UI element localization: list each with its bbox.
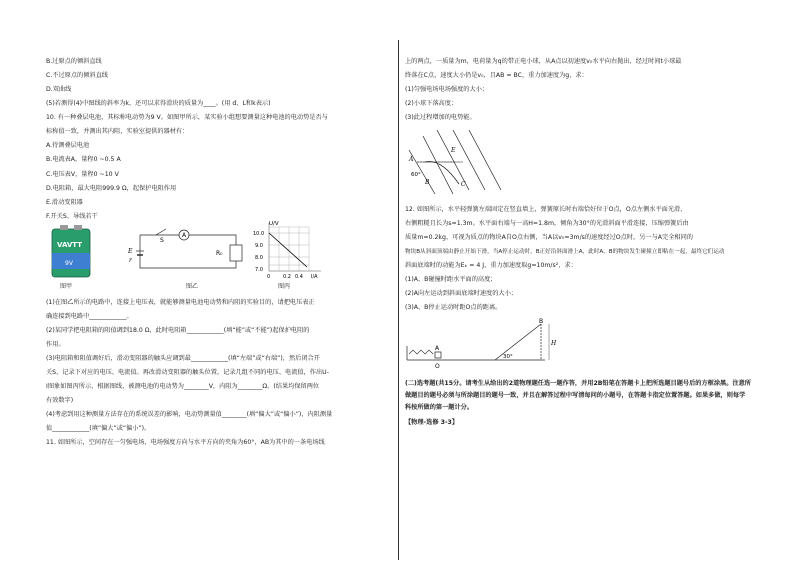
- emf-label: E: [128, 247, 133, 255]
- q12-part1: (1)A、B碰撞时距水平面的高度；: [405, 275, 497, 283]
- xtick-02: 0.2: [283, 273, 291, 280]
- slope-a: A: [435, 345, 440, 353]
- q10-part3-c: I图象如图丙所示，根据图线，被测电池的电动势为________V，内阻为________Ω。(结果均保留两位: [46, 383, 320, 391]
- q10-part1-a: (1)在图乙所示的电路中，连接上电压表，就能够测量电池电动势和内阻的实验目的，请把电压表正: [46, 298, 315, 306]
- field-angle: 60°: [411, 172, 421, 179]
- ammeter-symbol: A: [182, 231, 187, 239]
- switch-label: S: [160, 236, 164, 244]
- equip-a: A.待测叠层电池: [46, 142, 90, 150]
- ytick-8: 8.0: [255, 254, 263, 261]
- ytick-10: 10.0: [253, 230, 265, 237]
- option-d: D.双曲线: [46, 86, 72, 94]
- slope-h: H: [551, 340, 557, 348]
- q12-part2: (2)A向左运动到斜面底端时速度的大小；: [405, 289, 517, 297]
- q12-text-4: 物块B从斜面顶端由静止开始下滑，当A停止运动时，B正好沿斜面滑上A，此时A、B的物块发生碰撞立即粘在一起，最终它们运动: [405, 248, 725, 255]
- point-a: A: [409, 156, 414, 164]
- q11-text-1: 上的两点，一质量为m，电荷量为q的带正电小球，从A点以初速度v₀水平向右抛出，经过时间t小球最: [405, 58, 682, 65]
- option-b: B.过原点的倾斜直线: [46, 58, 102, 65]
- q12-text-5: 斜面底端时的动能为Eₖ = 4 J，重力加速度取g=10m/s²，求：: [405, 261, 577, 269]
- graph-ylabel: U/V: [269, 220, 279, 227]
- ytick-9: 9.0: [255, 242, 263, 249]
- q11-part3: (3)此过程增加的电势能。: [405, 114, 476, 122]
- circuit-figure: [126, 223, 246, 281]
- q10-figures: [46, 220, 392, 293]
- right-column: [405, 58, 751, 433]
- left-column: [46, 58, 392, 453]
- battery-volt: 9V: [65, 259, 73, 267]
- slope-b: B: [539, 318, 544, 326]
- slope-angle: 30°: [503, 354, 513, 361]
- option-c: C.不过原点的倾斜直线: [46, 72, 108, 80]
- q10-part4-a: (4)考虑到用这种测量方法存在的系统误差的影响，电动势测量值________(填“偏大”或“偏小”)，内阻测量: [46, 411, 333, 419]
- fig-jia-label: 图甲: [60, 282, 73, 290]
- q12-part3: (3)A、B停止运动时距O点的距离。: [405, 303, 502, 311]
- elective-subsection: 【物理-选修 3-3】: [405, 419, 459, 427]
- q10-part3-d: 有效数字): [46, 397, 74, 405]
- q11-part1: (1)匀强电场电场强度的大小；: [405, 86, 489, 94]
- q10-part3-a: (3)电阻箱和阻值调好后，滑动变阻器的触头应调到最____________(填“左端”或“右端”)，然后闭合开: [46, 355, 320, 362]
- elective-section: (二)选考题(共15分。请考生从给出的2道物理题任选一题作答，并用2B铅笔在答题卡上把所选题目题号后的方框涂黑。注意所做题目的题号必须与所涂题目的题号一致，并且在解答过程中写清每问的小题号，在答题卡指定位置答题。如果多做，则每学科按所做的第一题计分。: [405, 380, 751, 411]
- q10-intro-2: 标称值一致，并测出其内阻，实验室提供的器材有：: [46, 128, 189, 136]
- graph-xlabel: I/A: [311, 273, 318, 280]
- r0-label: R₀: [216, 249, 223, 257]
- q11-text-2: 终落在C点，速度大小仍是v₀，且AB = BC，重力加速度为g，求：: [405, 72, 588, 80]
- q12-text-2: 右侧粗糙且长为s=1.3m。水平面右端与一高H=1.8m，倾角为30°的光滑斜面平滑连接，压缩弹簧后由: [405, 220, 689, 228]
- ui-graph: [251, 219, 331, 281]
- equip-b: B.电流表A，量程0 ~0.5 A: [46, 156, 121, 164]
- equip-c: C.电压表V，量程0 ~10 V: [46, 170, 119, 178]
- equip-d: D.电阻箱，最大电阻999.9 Ω，起保护电阻作用: [46, 184, 177, 192]
- q10-part3-b: 关S，记录下对应的电压、电流值。再改滑动变阻器的触头位置，记录几组不同的电压、电流值，作出U-: [46, 369, 329, 377]
- q10-part2-b: 作用。: [46, 340, 65, 348]
- internal-r-label: r: [129, 256, 132, 264]
- field-e: E: [451, 147, 456, 155]
- point-b: B: [425, 179, 430, 187]
- q10-part2-a: (2)某同学把电阻箱的阻值调到18.0 Ω，此时电阻箱____________(填“能”或“不能”)起保护电阻的: [46, 326, 310, 334]
- fig-bing-label: 图丙: [278, 282, 291, 290]
- point-c: C: [461, 181, 466, 189]
- q9-part5: (5)若测得(4)中图线的斜率为k，还可以求得滑块的质量为____。(用 d、L和k表示): [46, 100, 271, 108]
- equip-e: E.滑动变阻器: [46, 198, 83, 206]
- fig-yi-label: 图乙: [186, 282, 199, 290]
- xtick-04: 0.4: [295, 273, 303, 280]
- q11-intro: 11. 如图所示，空间存在一匀强电场，电场强度方向与水平方向的夹角为60°，AB为其中的一条电场线: [46, 439, 325, 447]
- q11-part2: (2)小球下落高度；: [405, 100, 458, 108]
- slope-o: O: [435, 363, 440, 371]
- xtick-0: 0: [267, 273, 271, 280]
- column-divider: [398, 40, 399, 560]
- battery-brand: VAVTT: [57, 240, 83, 249]
- q10-part4-b: 值____________(填“偏大”或“偏小”)。: [46, 425, 151, 433]
- battery-figure: [48, 223, 104, 281]
- q12-text-1: 12. 如图所示，水平轻弹簧左端固定在竖直墙上，弹簧原长时右端恰好位于O点，O点左侧水平面光滑、: [405, 206, 687, 214]
- slope-figure: [405, 318, 585, 370]
- q10-part1-b: 确连接到电路中____________。: [46, 312, 133, 320]
- field-figure: [407, 128, 507, 198]
- q12-text-3: 质量m=0.2kg，可视为质点的物块A自O点右侧，当A以v₀=3m/s的速度经过O点时，另一与A完全相同的: [405, 234, 693, 242]
- equip-f: F.开关S、导线若干: [46, 212, 98, 220]
- q10-intro-1: 10. 有一种叠层电池，其标称电动势为9 V。如图甲所示，某实验小组想要测量这种电池的电动势是否与: [46, 114, 328, 122]
- ytick-7: 7.0: [255, 266, 263, 273]
